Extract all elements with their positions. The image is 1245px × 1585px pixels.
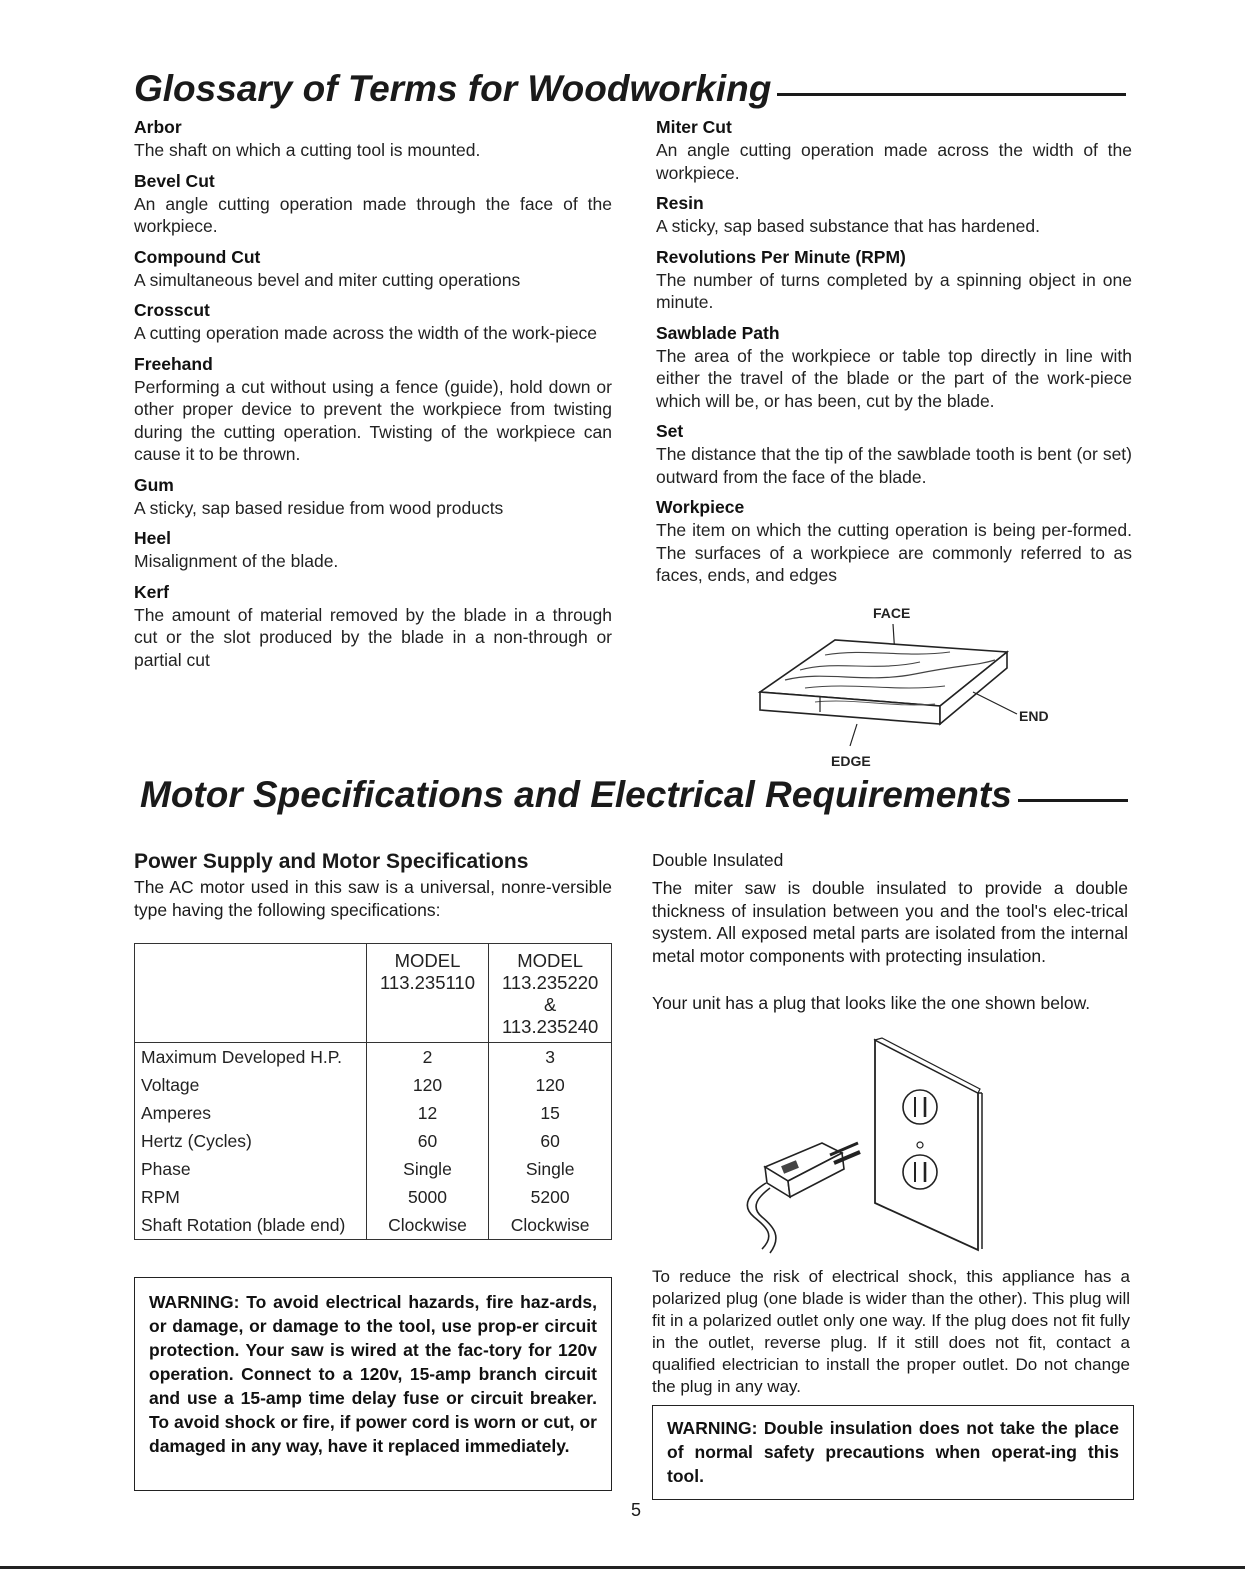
glossary-term: Arbor	[134, 117, 182, 137]
table-row	[135, 1127, 612, 1155]
glossary-term: Sawblade Path	[656, 322, 780, 343]
spec-label-cell: Shaft Rotation (blade end)	[135, 1211, 367, 1240]
model-a-value-cell: Single	[366, 1155, 489, 1183]
glossary-definition: A sticky, sap based substance that has hardened.	[656, 216, 1040, 236]
model-a-value-cell: 120	[366, 1071, 489, 1099]
spec-label-cell: Voltage	[135, 1071, 367, 1099]
glossary-definition: The area of the workpiece or table top directly in line with either the travel of the blade or the part of the work-piece which will be, or has been, cut by the blade.	[656, 345, 1132, 411]
model-b-value-cell: 60	[489, 1127, 612, 1155]
table-row	[135, 1099, 612, 1127]
model-b-value-cell: 3	[489, 1043, 612, 1072]
page-number: 5	[630, 1500, 641, 1520]
glossary-definition: Misalignment of the blade.	[134, 551, 339, 571]
glossary-definition: The item on which the cutting operation is being per-formed. The surfaces of a workpiece are commonly referred to as faces, ends, and edges	[656, 520, 1132, 585]
glossary-term: Freehand	[134, 353, 213, 374]
polarized-plug-paragraph: To reduce the risk of electrical shock, this appliance has a polarized plug (one blade is wider than the other). This plug will fit in a polarized outlet only one way. If the plug does not fit fully in the outlet, reverse plug. If it still does not fit, contact a qualified electrician to install the proper outlet. Do not change the plug in any way.	[652, 1267, 1130, 1396]
glossary-definition: A simultaneous bevel and miter cutting operations	[134, 269, 521, 290]
title-rule	[777, 93, 1126, 96]
spec-label-cell: Maximum Developed H.P.	[135, 1043, 367, 1072]
glossary-section-title	[134, 68, 1126, 110]
power-supply-heading: Power Supply and Motor Specifications	[134, 850, 529, 873]
table-row	[135, 1211, 612, 1240]
glossary-left-column	[134, 116, 612, 671]
model-a-value-cell: 60	[366, 1127, 489, 1155]
table-row	[135, 1155, 612, 1183]
model-a-value-cell: 5000	[366, 1183, 489, 1211]
glossary-term: Crosscut	[134, 300, 210, 320]
edge-label: EDGE	[831, 753, 871, 769]
double-insulated-paragraph: The miter saw is double insulated to provide a double thickness of insulation between you and the tool's elec-trical system. All exposed metal parts are isolated from the internal metal motor components with protecting insulation.	[652, 878, 1128, 966]
plug-intro-paragraph: Your unit has a plug that looks like the one shown below.	[652, 993, 1091, 1013]
workpiece-diagram	[745, 600, 1065, 775]
motor-section-title	[140, 774, 1128, 816]
motor-spec-table	[134, 943, 612, 1240]
glossary-definition: A sticky, sap based residue from wood products	[134, 497, 504, 518]
glossary-term: Kerf	[134, 581, 170, 602]
glossary-term: Heel	[134, 528, 171, 548]
spec-label-cell: RPM	[135, 1183, 367, 1211]
double-insulation-warning-box: WARNING: Double insulation does not take the place of normal safety precautions when operat-ing this tool.	[652, 1405, 1134, 1500]
glossary-definition: The amount of material removed by the blade in a through cut or the slot produced by the blade in a non-through or partial cut	[134, 604, 612, 670]
double-insulated-heading: Double Insulated	[652, 850, 784, 870]
glossary-definition: The distance that the tip of the sawblade tooth is bent (or set) outward from the face of the blade.	[656, 444, 1132, 487]
model-a-value-cell: 2	[366, 1043, 489, 1072]
table-header-row	[135, 944, 612, 1043]
glossary-term: Workpiece	[656, 497, 745, 517]
glossary-definition: An angle cutting operation made across the width of the workpiece.	[656, 140, 1132, 183]
spec-label-cell: Hertz (Cycles)	[135, 1127, 367, 1155]
glossary-definition: The number of turns completed by a spinning object in one minute.	[656, 269, 1132, 312]
glossary-term: Bevel Cut	[134, 170, 215, 191]
glossary-term: Gum	[134, 474, 174, 495]
table-row	[135, 1071, 612, 1099]
model-b-value-cell: 120	[489, 1071, 612, 1099]
power-supply-intro: The AC motor used in this saw is a universal, nonre-versible type having the following specifications:	[134, 877, 612, 920]
spec-label-cell: Phase	[135, 1155, 367, 1183]
glossary-term: Miter Cut	[656, 117, 732, 137]
motor-title-text: Motor Specifications and Electrical Requirements	[140, 774, 1012, 815]
header-blank-cell	[135, 944, 367, 1043]
model-a-header: MODEL 113.235110	[366, 944, 489, 1043]
title-rule	[1018, 799, 1128, 802]
glossary-term: Compound Cut	[134, 246, 261, 267]
glossary-term: Resin	[656, 193, 704, 213]
glossary-definition: The shaft on which a cutting tool is mounted.	[134, 140, 481, 160]
model-b-value-cell: Single	[489, 1155, 612, 1183]
model-a-value-cell: Clockwise	[366, 1211, 489, 1240]
glossary-title-text: Glossary of Terms for Woodworking	[134, 68, 772, 109]
glossary-term: Revolutions Per Minute (RPM)	[656, 246, 906, 267]
glossary-term: Set	[656, 421, 684, 441]
glossary-definition: Performing a cut without using a fence (guide), hold down or other proper device to prevent the workpiece from twisting during the cutting operation. Twisting of the workpiece can cause it to be thrown.	[134, 376, 612, 464]
glossary-definition: A cutting operation made across the width of the work-piece	[134, 323, 598, 343]
glossary-right-column	[656, 116, 1132, 587]
bottom-rule	[0, 1566, 1245, 1569]
electrical-warning-box: WARNING: To avoid electrical hazards, fire haz-ards, or damage, or damage to the tool, use prop-er circuit protection. Your saw is wired at the fac-tory for 120v operation. Connect to a 120v, 15-amp branch circuit and use a 15-amp time delay fuse or circuit breaker. To avoid shock or fire, if power cord is worn or cut, or damaged in any way, have it replaced immediately.	[134, 1277, 612, 1491]
model-a-value-cell: 12	[366, 1099, 489, 1127]
spec-label-cell: Amperes	[135, 1099, 367, 1127]
model-b-value-cell: 5200	[489, 1183, 612, 1211]
face-label: FACE	[873, 605, 911, 621]
table-row	[135, 1043, 612, 1072]
model-b-header: MODEL 113.235220 & 113.235240	[489, 944, 612, 1043]
table-row	[135, 1183, 612, 1211]
polarized-plug-illustration	[730, 1035, 990, 1260]
glossary-definition: An angle cutting operation made through the face of the workpiece.	[134, 193, 612, 236]
end-label: END	[1019, 708, 1049, 724]
model-b-value-cell: 15	[489, 1099, 612, 1127]
model-b-value-cell: Clockwise	[489, 1211, 612, 1240]
